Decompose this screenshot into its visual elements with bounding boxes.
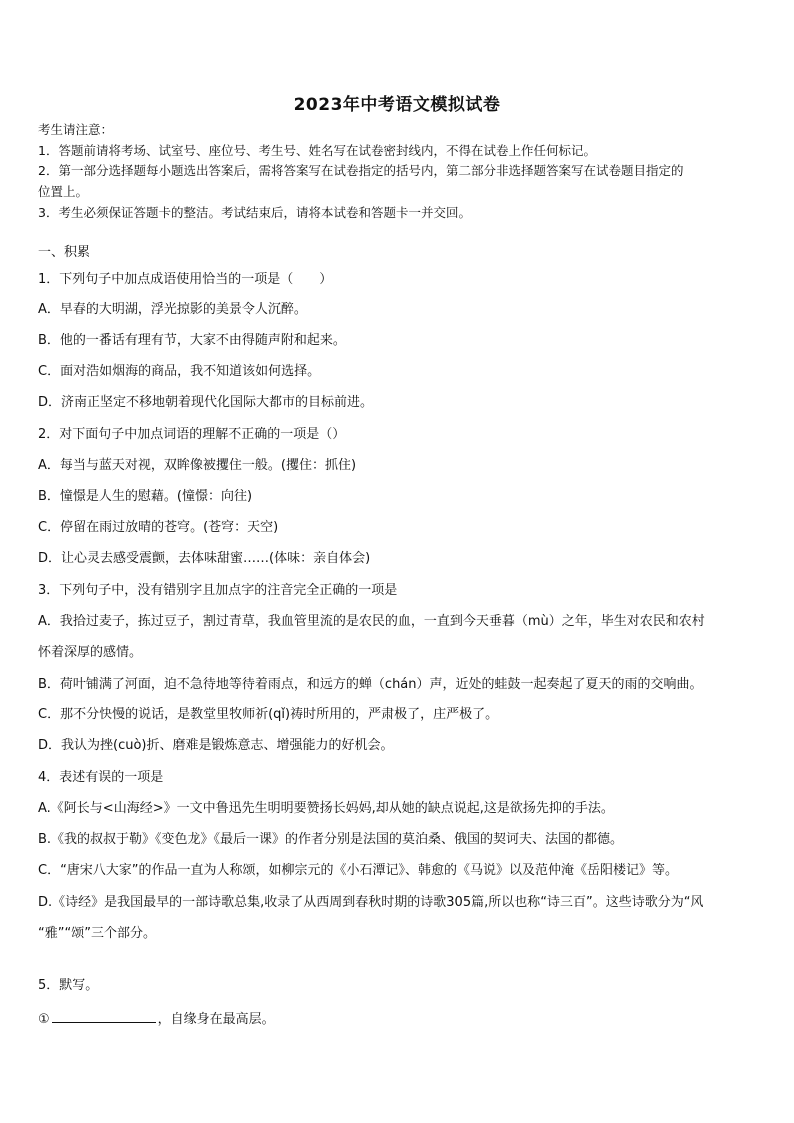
option-b: B．他的一番话有理有节，大家不由得随声附和起来。: [38, 333, 346, 348]
notice-item: 3．考生必须保证答题卡的整洁。考试结束后，请将本试卷和答题卡一并交回。: [38, 205, 471, 220]
question-stem: 3．下列句子中，没有错别字且加点字的注音完全正确的一项是: [38, 583, 398, 598]
option-d: D．我认为挫(cuò)折、磨难是锻炼意志、增强能力的好机会。: [38, 738, 394, 753]
option-a-continued: 怀着深厚的感情。: [38, 645, 143, 660]
option-d: D．济南正坚定不移地朝着现代化国际大都市的目标前进。: [38, 395, 374, 410]
answer-blank[interactable]: [52, 1010, 156, 1023]
question-stem: 1．下列句子中加点成语使用恰当的一项是（ ）: [38, 272, 333, 287]
option-b: B．憧憬是人生的慰藉。(憧憬：向往): [38, 489, 253, 504]
section-heading: 一、积累: [38, 245, 91, 260]
option-a: A.《阿长与<山海经>》一文中鲁迅先生明明要赞扬长妈妈,却从她的缺点说起,这是欲扬先抑的手法。: [38, 801, 614, 816]
option-a: A．每当与蓝天对视，双眸像被攫住一般。(攫住：抓住): [38, 458, 357, 473]
option-b: B．荷叶铺满了河面，迫不急待地等待着雨点，和远方的蝉（chán）声，近处的蛙鼓一起奏起了夏天的雨的交响曲。: [38, 677, 703, 692]
page-title: 2023年中考语文模拟试卷: [293, 95, 501, 115]
option-d: D.《诗经》是我国最早的一部诗歌总集,收录了从西周到春秋时期的诗歌305篇,所以也称“诗三百”。这些诗歌分为“风: [38, 895, 704, 910]
notice-item: 1．答题前请将考场、试室号、座位号、考生号、姓名写在试卷密封线内，不得在试卷上作任何标记。: [38, 143, 596, 158]
option-c: C．面对浩如烟海的商品，我不知道该如何选择。: [38, 364, 321, 379]
option-b: B.《我的叔叔于勒》《变色龙》《最后一课》的作者分别是法国的莫泊桑、俄国的契诃夫、法国的都德。: [38, 832, 624, 847]
option-c: C．停留在雨过放晴的苍穹。(苍穹：天空): [38, 520, 279, 535]
option-d-continued: “雅”“颂”三个部分。: [38, 926, 156, 941]
option-a: A．早春的大明湖，浮光掠影的美景令人沉醉。: [38, 302, 307, 317]
notice-item: 位置上。: [38, 184, 89, 199]
question-stem: 2．对下面句子中加点词语的理解不正确的一项是（）: [38, 427, 346, 442]
notice-item: 2．第一部分选择题每小题选出答案后，需将答案写在试卷指定的括号内，第二部分非选择题答案写在试卷题目指定的: [38, 163, 684, 178]
option-a: A．我拾过麦子，拣过豆子，割过青草，我血管里流的是农民的血，一直到今天垂暮（mù）之年，毕生对农民和农村: [38, 614, 705, 629]
question-stem: 5．默写。: [38, 978, 99, 993]
notice-heading: 考生请注意：: [38, 122, 114, 137]
option-c: C．那不分快慢的说话，是教堂里牧师祈(qǐ)祷时所用的，严肃极了，庄严极了。: [38, 707, 499, 722]
option-c: C．“唐宋八大家”的作品一直为人称颂，如柳宗元的《小石潭记》、韩愈的《马说》以及范仲淹《岳阳楼记》等。: [38, 863, 679, 878]
question-stem: 4．表述有误的一项是: [38, 770, 164, 785]
fill-suffix: ，自缘身在最高层。: [157, 1012, 275, 1027]
option-d: D．让心灵去感受震颤，去体味甜蜜……(体味：亲自体会): [38, 551, 371, 566]
fill-in-line: [38, 1010, 763, 1028]
fill-number: ①: [38, 1012, 50, 1027]
